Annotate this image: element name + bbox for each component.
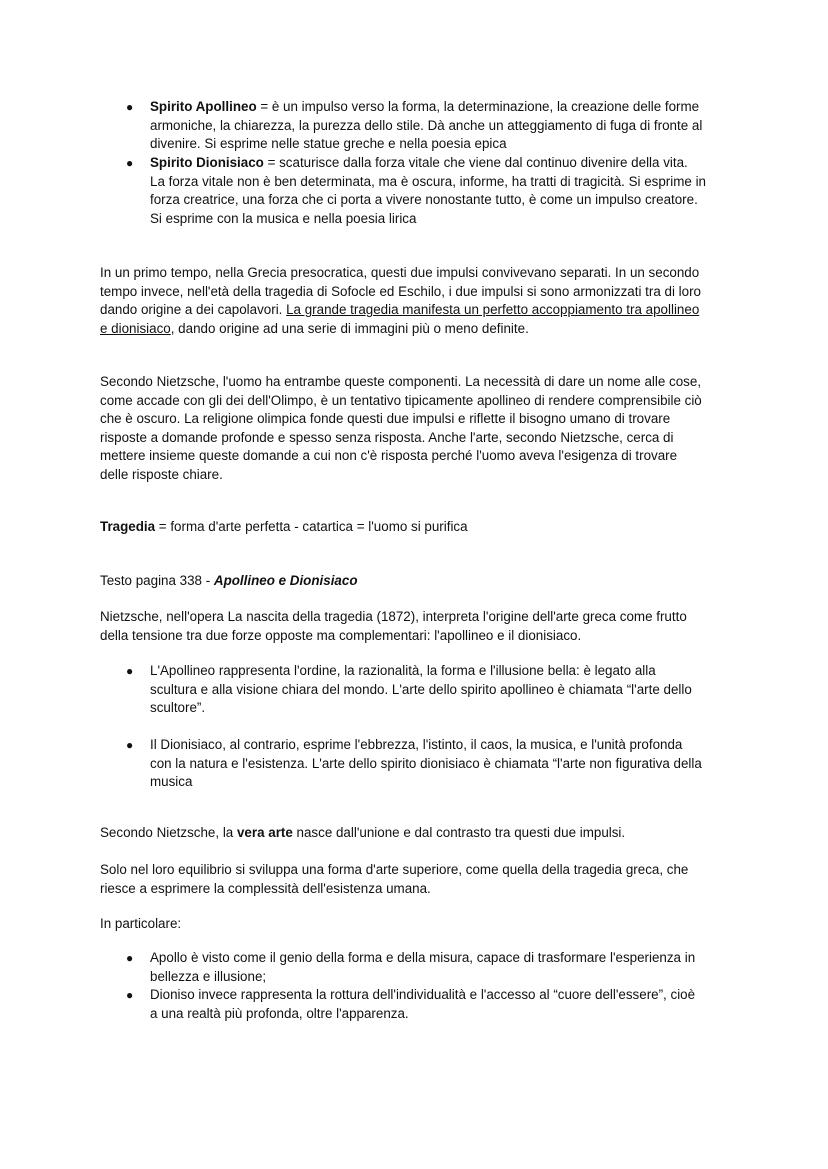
bullet-item (126, 98, 703, 154)
text-line (150, 135, 702, 154)
text-run: tempo invece, nell'età della tragedia di Sofocle ed Eschilo, i due impulsi si sono armonizzati tra di loro (100, 283, 701, 299)
text-run: bellezza e illusione; (150, 968, 267, 984)
bullet-item (126, 154, 706, 228)
bold-text: Spirito Dionisiaco (150, 155, 264, 170)
text-line (150, 191, 706, 210)
text-run: Secondo Nietzsche, la (100, 825, 237, 840)
text-line (100, 572, 358, 591)
text-line (150, 98, 702, 117)
text-run: In particolare: (100, 916, 182, 931)
text-line (150, 699, 692, 718)
text-line (150, 117, 702, 136)
paragraph (100, 824, 625, 843)
text-run: riesce a esprimere la complessità dell'esistenza umana. (100, 880, 431, 896)
text-line (150, 681, 692, 700)
text-run: Dioniso invece rappresenta la rottura dell'individualità e l'accesso al “cuore dell'essere”, cioè (150, 987, 696, 1002)
text-run: Testo pagina 338 - (100, 573, 214, 588)
text-run: mettere insieme queste domande a cui non c'è risposta perché l'uomo aveva l'esigenza di trovare (100, 448, 678, 464)
text-line (150, 210, 706, 229)
text-line (100, 518, 468, 537)
bullet-icon: ● (126, 738, 134, 752)
text-run: divenire. Si esprime nelle statue greche e nella poesia epica (150, 136, 507, 152)
text-run: forza creatrice, una forza che ci porta a vivere nonostante tutto, è come un impulso creatore. (150, 192, 698, 208)
text-run: In un primo tempo, nella Grecia presocratica, questi due impulsi convivevano separati. In un secondo (100, 265, 700, 280)
text-run: delle risposte chiare. (100, 466, 223, 482)
paragraph (100, 915, 181, 934)
text-run: Apollo è visto come il genio della forma e della misura, capace di trasformare l'esperienza in (150, 950, 696, 965)
text-run: risposte a domande profonde e spesso senza risposta. Anche l'arte, secondo Nietzsche, cerca di (100, 429, 674, 445)
text-run: scultura e alla visione chiara del mondo. L'arte dello spirito apollineo è chiamata “l'arte dello (150, 681, 692, 697)
bullet-icon: ● (126, 100, 134, 114)
text-run: dando origine a dei capolavori. (100, 302, 287, 318)
text-line (150, 949, 695, 968)
text-run: che è oscuro. La religione olimpica fonde questi due impulsi e riflette il bisogno umano di trovare (100, 411, 671, 427)
paragraph (100, 518, 468, 537)
bullet-icon: ● (126, 664, 134, 678)
text-run: scultore”. (150, 700, 206, 716)
text-run: come accade con gli dei dell'Olimpo, è un tentativo tipicamente apollineo di rendere comprensibile ciò (100, 392, 702, 408)
underlined-text: La grande tragedia manifesta un perfetto accoppiamento tra apollineo (286, 302, 700, 318)
text-line (150, 154, 706, 173)
text-run: L'Apollineo rappresenta l'ordine, la razionalità, la forma e l'illusione bella: è legato alla (150, 663, 656, 678)
text-run: Si esprime con la musica e nella poesia lirica (150, 210, 417, 226)
bullet-item (126, 662, 692, 718)
text-run: , dando origine ad una serie di immagini più o meno definite. (170, 320, 529, 336)
text-run: = scaturisce dalla forza vitale che viene dal continuo divenire della vita. (263, 155, 688, 170)
bullet-icon: ● (126, 156, 134, 170)
text-line (150, 662, 692, 681)
text-line (100, 608, 687, 627)
text-run: = è un impulso verso la forma, la determinazione, la creazione delle forme (256, 99, 700, 114)
paragraph (100, 861, 688, 898)
text-run: nasce dall'unione e dal contrasto tra questi due impulsi. (292, 825, 626, 840)
text-run: Il Dionisiaco, al contrario, esprime l'ebbrezza, l'istinto, il caos, la musica, e l'unità profonda (150, 737, 683, 752)
underlined-text: e dionisiaco (100, 320, 171, 336)
bullet-item (126, 949, 696, 986)
text-line (100, 320, 701, 339)
text-run: Nietzsche, nell'opera La nascita della tragedia (1872), interpreta l'origine dell'arte greca come frutto (100, 609, 687, 624)
text-line (150, 736, 702, 755)
bold-text: Tragedia (100, 519, 156, 534)
text-line (150, 968, 695, 987)
text-line (100, 283, 701, 302)
text-line (100, 915, 181, 934)
bullet-item (126, 986, 696, 1023)
text-line (100, 880, 688, 899)
text-line (100, 301, 701, 320)
bold-text: Spirito Apollineo (150, 99, 257, 114)
bullet-item (126, 736, 702, 792)
text-run: musica (150, 774, 193, 790)
paragraph (100, 608, 687, 645)
text-line (100, 447, 702, 466)
bullet-icon: ● (126, 951, 134, 965)
bold-text: vera arte (236, 825, 293, 840)
text-run: La forza vitale non è ben determinata, ma è oscura, informe, ha tratti di tragicità. Si esprime in (150, 173, 706, 189)
text-run: a una realtà più profonda, oltre l'apparenza. (150, 1005, 409, 1021)
text-run: Secondo Nietzsche, l'uomo ha entrambe queste componenti. La necessità di dare un nome alle cose, (100, 374, 702, 389)
text-line (100, 627, 687, 646)
text-line (150, 173, 706, 192)
text-line (150, 986, 695, 1005)
text-line (100, 429, 702, 448)
paragraph (100, 373, 702, 485)
bold-text: Apollineo e Dionisiaco (213, 573, 358, 588)
text-run: della tensione tra due forze opposte ma complementari: l'apollineo e il dionisiaco. (100, 627, 582, 643)
text-run: Solo nel loro equilibrio si sviluppa una forma d'arte superiore, come quella della tragedia greca, che (100, 862, 689, 877)
text-line (100, 264, 701, 283)
text-run: con la natura e l'esistenza. L'arte dello spirito dionisiaco è chiamata “l'arte non figurativa della (150, 755, 702, 771)
bullet-icon: ● (126, 988, 134, 1002)
text-line (100, 392, 702, 411)
text-run: armoniche, la chiarezza, la purezza dello stile. Dà anche un atteggiamento di fuga di fronte al (150, 117, 703, 133)
text-line (100, 466, 702, 485)
text-line (100, 410, 702, 429)
text-line (150, 773, 702, 792)
text-run: = forma d'arte perfetta - catartica = l'uomo si purifica (155, 519, 468, 534)
text-line (100, 861, 688, 880)
text-line (100, 373, 702, 392)
text-line (150, 1005, 695, 1024)
text-line (150, 755, 702, 774)
paragraph (100, 572, 358, 591)
paragraph (100, 264, 701, 338)
text-line (100, 824, 625, 843)
